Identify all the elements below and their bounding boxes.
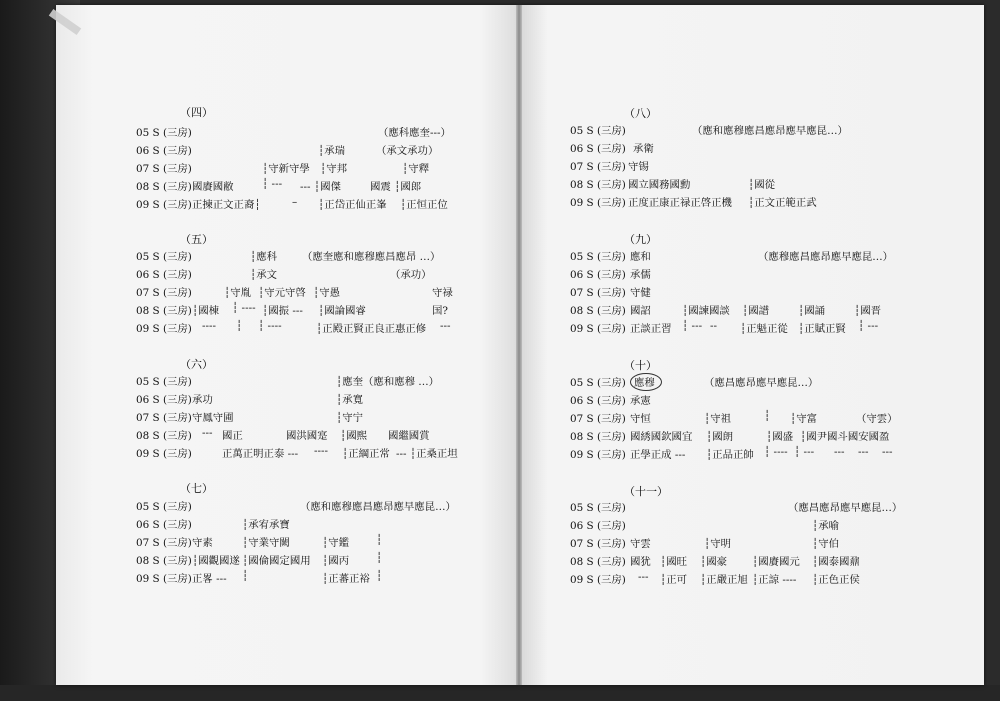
name-cell: 守健	[630, 287, 651, 299]
generation-label: 08 S (三房)	[136, 181, 192, 193]
generation-label: 08 S (三房)	[570, 179, 626, 191]
generation-label: 06 S (三房)	[136, 519, 192, 531]
handwritten-circle-mark	[630, 373, 662, 391]
name-cell: ┆守伯	[812, 538, 840, 550]
name-cell: ┆ ---	[858, 320, 879, 332]
name-cell: 守雲	[630, 538, 651, 550]
name-cell: ┆應奎（應和應穆 …）	[336, 376, 440, 388]
name-cell: ┆國棟	[192, 305, 220, 317]
name-cell: （應和應穆應昌應昂應早應昆…）	[692, 125, 848, 137]
name-cell: ┆ ----	[258, 320, 282, 332]
name-cell: ┆ ---	[794, 446, 815, 458]
desk-background-bottom	[0, 685, 1000, 701]
name-cell: ┆國熙	[340, 430, 368, 442]
name-cell: ┆守愚	[313, 287, 341, 299]
name-cell: ┆守元守啓	[258, 287, 306, 299]
name-cell: ┆正殿正賢正良正惠正修	[316, 323, 427, 335]
generation-label: 09 S (三房)	[570, 323, 626, 335]
section-heading: （十一）	[624, 485, 668, 498]
name-cell: 國詔	[630, 305, 651, 317]
generation-label: 08 S (三房)	[570, 431, 626, 443]
section-heading: （四）	[180, 106, 213, 119]
generation-label: 07 S (三房)	[570, 161, 626, 173]
name-cell: ┆ ---	[262, 178, 283, 190]
name-cell: 國正	[222, 430, 243, 442]
name-cell: ┆國朗	[706, 431, 734, 443]
generation-label: 08 S (三房)	[570, 556, 626, 568]
generation-label: 07 S (三房)	[136, 163, 192, 175]
name-cell: ┆正岱正仙正峯	[318, 199, 387, 211]
name-cell: ---	[858, 446, 869, 458]
name-cell: 承功	[192, 394, 213, 406]
generation-label: 07 S (三房)	[570, 287, 626, 299]
name-cell: ┆國論國睿	[318, 305, 366, 317]
name-cell: ┆	[376, 552, 383, 564]
name-cell: ┆國尹國斗國安國盈	[800, 431, 890, 443]
name-cell: 守锡	[628, 161, 649, 173]
name-cell: ┆ ---	[682, 320, 703, 332]
generation-label: 05 S (三房)	[136, 501, 192, 513]
left-page	[56, 5, 518, 685]
generation-label: 05 S (三房)	[136, 127, 192, 139]
book-gutter	[516, 5, 522, 685]
generation-label: 05 S (三房)	[570, 251, 626, 263]
name-cell: 国?	[432, 305, 448, 317]
name-cell: ┆承寬	[336, 394, 364, 406]
name-cell: ┆國豪	[700, 556, 728, 568]
name-cell: ┆守胤	[224, 287, 252, 299]
name-cell: （承功）	[390, 269, 432, 281]
name-cell: ┆ ----	[232, 302, 256, 314]
section-heading: （七）	[180, 482, 213, 495]
generation-label: 09 S (三房)	[136, 199, 192, 211]
name-cell: ┆國從	[748, 179, 776, 191]
name-cell: ┆正恒正位	[400, 199, 448, 211]
section-heading: （五）	[180, 233, 213, 246]
name-cell: （應昌應昂應早應昆…）	[704, 377, 819, 389]
generation-label: 08 S (三房)	[136, 555, 192, 567]
name-cell: ┆正諒 ----	[752, 574, 797, 586]
name-cell: --- ┆正桑正坦	[396, 448, 458, 460]
name-cell: 正談正習	[630, 323, 672, 335]
name-cell: 正萬正明正泰 ---	[222, 448, 299, 460]
name-cell: ┆守邦	[320, 163, 348, 175]
generation-label: 06 S (三房)	[570, 143, 626, 155]
name-cell: ┆國泰國鼐	[812, 556, 860, 568]
name-cell: ---	[834, 446, 845, 458]
name-cell: ---	[440, 320, 451, 332]
name-cell: ┆正文正範正武	[748, 197, 817, 209]
name-cell: 守素	[192, 537, 213, 549]
name-cell: ┆國倫國定國用	[242, 555, 311, 567]
name-cell: ┆正蕃正裕	[322, 573, 370, 585]
name-cell: ┆	[242, 570, 249, 582]
name-cell: --- ┆國傑	[300, 181, 341, 193]
name-cell: （承文承功）	[376, 145, 439, 157]
generation-label: 05 S (三房)	[570, 502, 626, 514]
name-cell: （應昌應昂應早應昆…）	[788, 502, 903, 514]
generation-label: 06 S (三房)	[570, 269, 626, 281]
name-cell: 國犹	[630, 556, 651, 568]
name-cell: ┆守釋	[402, 163, 430, 175]
name-cell: ┆	[236, 320, 243, 332]
name-cell: ┆國誦	[798, 305, 826, 317]
name-cell: 守鳳守圃	[192, 412, 234, 424]
name-cell: ┆國振 ---	[262, 305, 303, 317]
name-cell: 守恒	[630, 413, 651, 425]
name-cell: ┆守明	[704, 538, 732, 550]
name-cell: ┆國晋	[854, 305, 882, 317]
name-cell: ┆正賦正賢	[798, 323, 846, 335]
generation-label: 07 S (三房)	[136, 412, 192, 424]
generation-label: 08 S (三房)	[570, 305, 626, 317]
generation-label: 09 S (三房)	[136, 448, 192, 460]
generation-label: 08 S (三房)	[136, 430, 192, 442]
name-cell: ---	[638, 571, 649, 583]
name-cell: 正畧 ---	[192, 573, 227, 585]
name-cell: ┆國諫國談	[682, 305, 730, 317]
name-cell: ┆國譜	[742, 305, 770, 317]
name-cell: ----	[314, 445, 329, 457]
generation-label: 06 S (三房)	[136, 394, 192, 406]
name-cell: ┆國丙	[322, 555, 350, 567]
name-cell: ┆正可	[660, 574, 688, 586]
generation-label: 06 S (三房)	[136, 269, 192, 281]
section-heading: （九）	[624, 233, 657, 246]
name-cell: --	[710, 320, 718, 332]
name-cell: （應科應奎---）	[378, 127, 451, 139]
name-cell: –	[292, 196, 298, 208]
name-cell: ┆承文	[250, 269, 278, 281]
name-cell: （應奎應和應穆應昌應昂 …）	[302, 251, 441, 263]
generation-label: 06 S (三房)	[136, 145, 192, 157]
name-cell: 正度正康正禄正啓正機	[628, 197, 732, 209]
name-cell: 國立國務國勳	[628, 179, 691, 191]
name-cell: 國綉國欽國宜	[630, 431, 693, 443]
generation-label: 05 S (三房)	[570, 377, 626, 389]
name-cell: ┆	[376, 570, 383, 582]
name-cell: 國繼國賞	[388, 430, 430, 442]
name-cell: ----	[202, 320, 217, 332]
generation-label: 07 S (三房)	[570, 413, 626, 425]
name-cell: ┆承瑞	[318, 145, 346, 157]
name-cell: 承儒	[630, 269, 651, 281]
generation-label: 07 S (三房)	[570, 538, 626, 550]
name-cell: ┆守富	[790, 413, 818, 425]
generation-label: 08 S (三房)	[136, 305, 192, 317]
generation-label: 05 S (三房)	[570, 125, 626, 137]
name-cell: ┆守新守學	[262, 163, 310, 175]
generation-label: 05 S (三房)	[136, 251, 192, 263]
name-cell: ┆守祖	[704, 413, 732, 425]
name-cell: 承衛	[633, 143, 654, 155]
name-cell: （應和應穆應昌應昂應早應昆…）	[300, 501, 456, 513]
section-heading: （六）	[180, 358, 213, 371]
name-cell: ┆國賡國元	[752, 556, 800, 568]
name-cell: ┆	[764, 410, 771, 422]
name-cell: （守雲）	[856, 413, 898, 425]
generation-label: 09 S (三房)	[570, 574, 626, 586]
name-cell: 承憲	[630, 395, 651, 407]
name-cell: ┆承宥承寶	[242, 519, 290, 531]
name-cell: ┆ ----	[764, 446, 788, 458]
name-cell: ┆正綱正常	[342, 448, 390, 460]
name-cell: ---	[882, 446, 893, 458]
generation-label: 09 S (三房)	[136, 323, 192, 335]
name-cell: 守禄	[432, 287, 453, 299]
name-cell: ┆正色正侯	[812, 574, 860, 586]
section-heading: （十）	[624, 359, 657, 372]
name-cell: 正揀正文正裔┆	[192, 199, 261, 211]
name-cell: 應和	[630, 251, 651, 263]
name-cell: （應穆應昌應昂應早應昆…）	[758, 251, 894, 263]
generation-label: 05 S (三房)	[136, 376, 192, 388]
name-cell: ┆國旺	[660, 556, 688, 568]
name-cell: ---	[202, 427, 213, 439]
name-cell: 國賡國敝	[192, 181, 234, 193]
name-cell: 國洪國寔	[286, 430, 328, 442]
name-cell: ┆正嚴正旭	[700, 574, 748, 586]
name-cell: 正學正成 ---	[630, 449, 686, 461]
name-cell: ┆	[376, 534, 383, 546]
name-cell: ┆守鑑	[322, 537, 350, 549]
name-cell: ┆國觀國遂	[192, 555, 240, 567]
generation-label: 09 S (三房)	[570, 449, 626, 461]
name-cell: ┆正品正帥	[706, 449, 754, 461]
name-cell: ┆承喻	[812, 520, 840, 532]
generation-label: 06 S (三房)	[570, 395, 626, 407]
name-cell: ┆守業守闕	[242, 537, 290, 549]
section-heading: （八）	[624, 107, 657, 120]
name-cell: ┆應科	[250, 251, 278, 263]
name-cell: ┆正魁正從	[740, 323, 788, 335]
generation-label: 06 S (三房)	[570, 520, 626, 532]
name-cell: 國震 ┆國郎	[370, 181, 422, 193]
generation-label: 07 S (三房)	[136, 537, 192, 549]
generation-label: 09 S (三房)	[570, 197, 626, 209]
generation-label: 07 S (三房)	[136, 287, 192, 299]
name-cell: ┆守宁	[336, 412, 364, 424]
name-cell: 應穆	[634, 377, 655, 389]
generation-label: 09 S (三房)	[136, 573, 192, 585]
name-cell: ┆國盛	[766, 431, 794, 443]
